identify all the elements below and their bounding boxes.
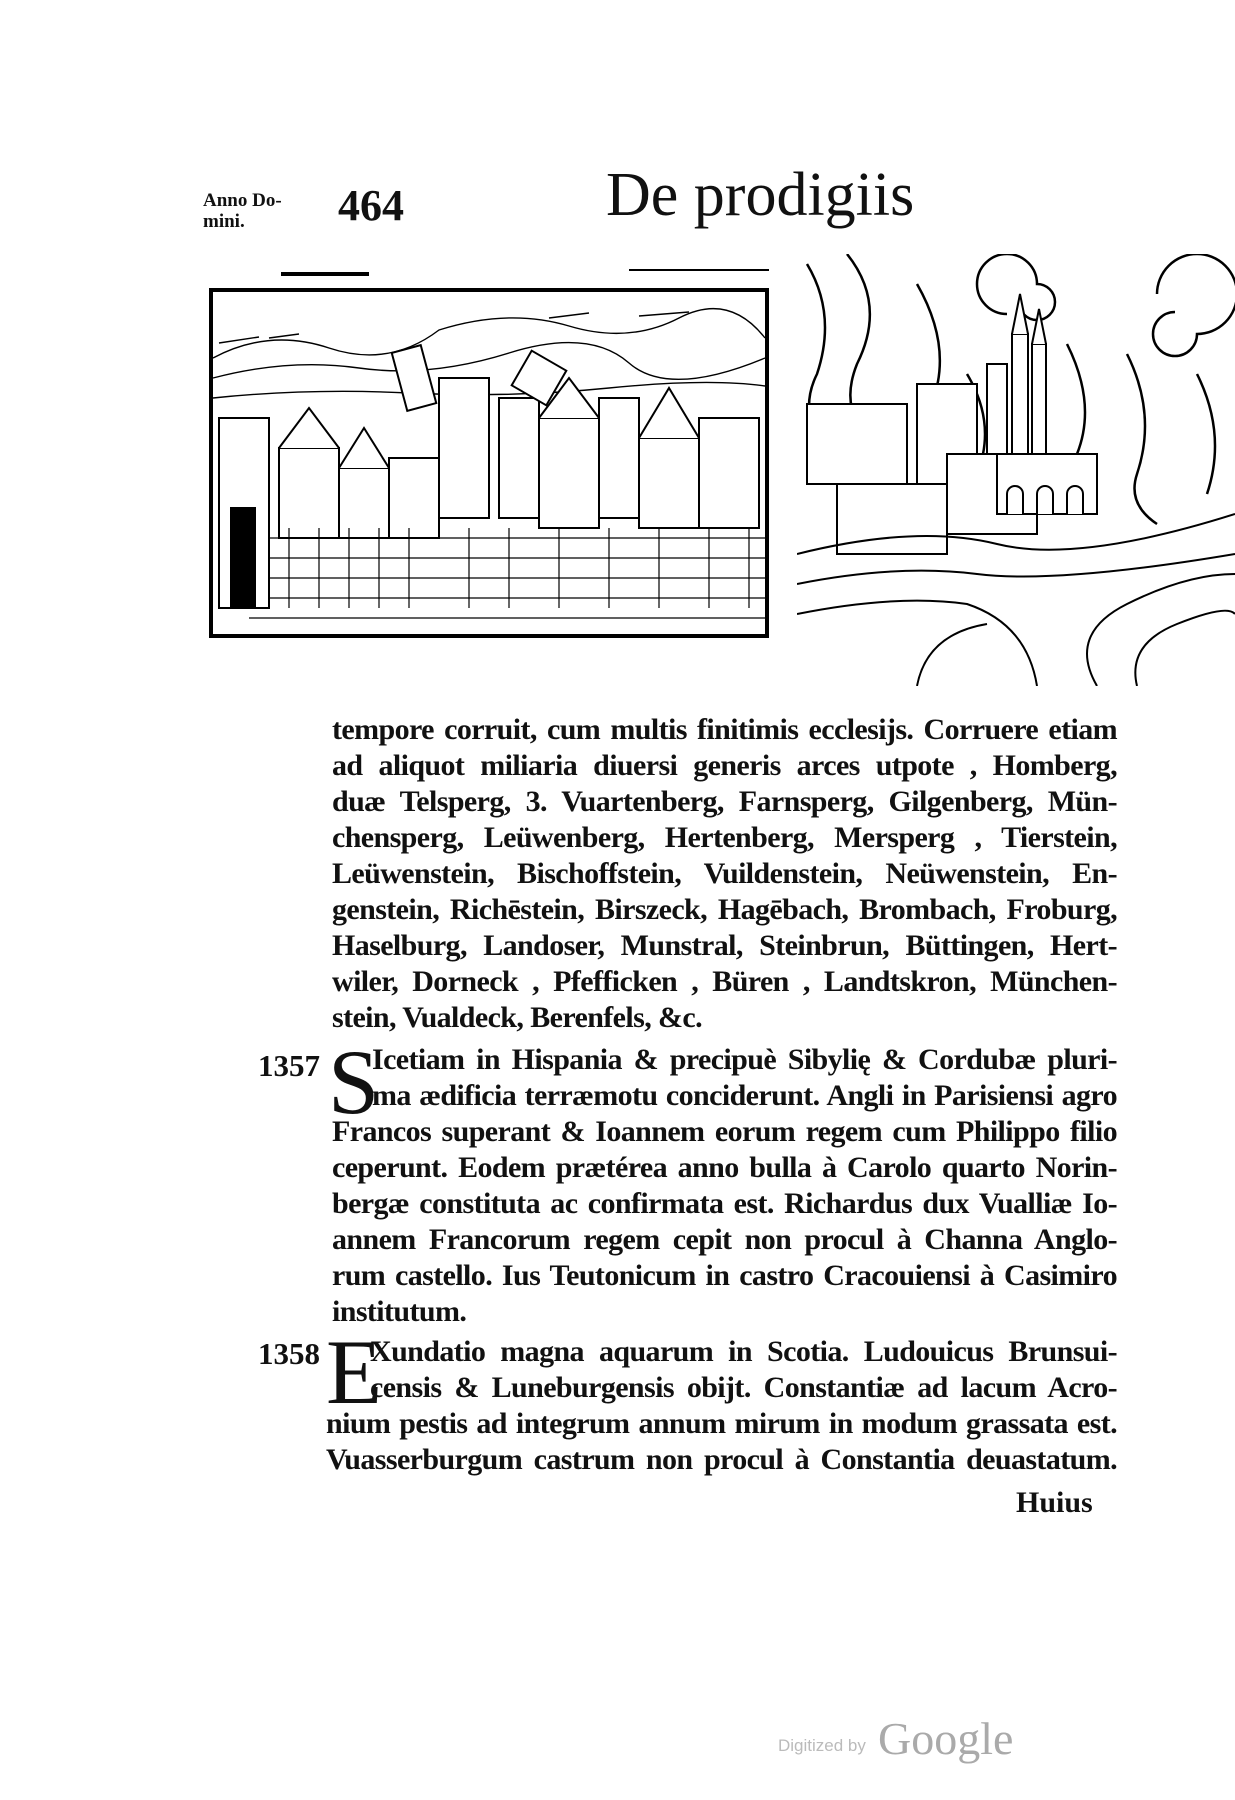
watermark-prefix: Digitized by: [778, 1736, 866, 1755]
text-line: ceperunt. Eodem prætérea anno bulla à Carolo quarto Norin-: [332, 1151, 1117, 1184]
margin-note: [203, 190, 282, 232]
text-line: institutum.: [332, 1295, 467, 1328]
text-line: genstein, Richēstein, Birszeck, Hagēbach, Brombach, Froburg,: [332, 893, 1117, 926]
text-line: Haselburg, Landoser, Munstral, Steinbrun, Büttingen, Hert-: [332, 929, 1117, 962]
year-marginal: 1358: [258, 1336, 320, 1371]
text-line: stein, Vualdeck, Berenfels, &c.: [332, 1001, 703, 1034]
text-line: ad aliquot miliaria diuersi generis arces utpote , Homberg,: [332, 749, 1117, 782]
text-line: rum castello. Ius Teutonicum in castro Cracouiensi à Casimiro: [332, 1259, 1117, 1292]
text-line: tempore corruit, cum multis finitimis ecclesijs. Corruere etiam: [332, 713, 1117, 746]
text-line: annem Francorum regem cepit non procul à Channa Anglo-: [332, 1223, 1117, 1256]
text-line: Xundatio magna aquarum in Scotia. Ludouicus Brunsui-: [370, 1335, 1117, 1368]
woodcut-burning-city: [797, 254, 1235, 686]
woodcut-earthquake-town: [209, 268, 769, 640]
drop-cap: E: [326, 1321, 383, 1423]
text-line: Francos superant & Ioannem eorum regem cum Philippo filio: [332, 1115, 1117, 1148]
text-line: ma ædificia terræmotu conciderunt. Angli in Parisiensi agro: [372, 1079, 1117, 1112]
text-line: wiler, Dorneck , Pfefficken , Büren , Landtskron, München-: [332, 965, 1117, 998]
page-number: 464: [338, 181, 404, 230]
text-line: chensperg, Leüwenberg, Hertenberg, Mersperg , Tierstein,: [332, 821, 1117, 854]
margin-note-line: mini.: [203, 211, 245, 232]
catchword: Huius: [1016, 1486, 1093, 1519]
text-line: censis & Luneburgensis obijt. Constantiæ ad lacum Acro-: [370, 1371, 1117, 1404]
text-line: bergæ constituta ac confirmata est. Richardus dux Vualliæ Io-: [332, 1187, 1117, 1220]
drop-cap: S: [328, 1031, 380, 1133]
watermark-google-logo: Google: [878, 1713, 1014, 1764]
text-line: Vuasserburgum castrum non procul à Constantia deuastatum.: [326, 1443, 1117, 1476]
running-title: De prodigiis: [606, 161, 915, 229]
text-line: nium pestis ad integrum annum mirum in modum grassata est.: [326, 1407, 1117, 1440]
year-marginal: 1357: [258, 1048, 320, 1083]
text-line: duæ Telsperg, 3. Vuartenberg, Farnsperg, Gilgenberg, Mün-: [332, 785, 1117, 818]
margin-note-line: Anno Do-: [203, 190, 282, 211]
text-line: Icetiam in Hispania & precipuè Sibylię & Cordubæ pluri-: [372, 1043, 1117, 1076]
text-line: Leüwenstein, Bischoffstein, Vuildenstein, Neüwenstein, En-: [332, 857, 1117, 890]
